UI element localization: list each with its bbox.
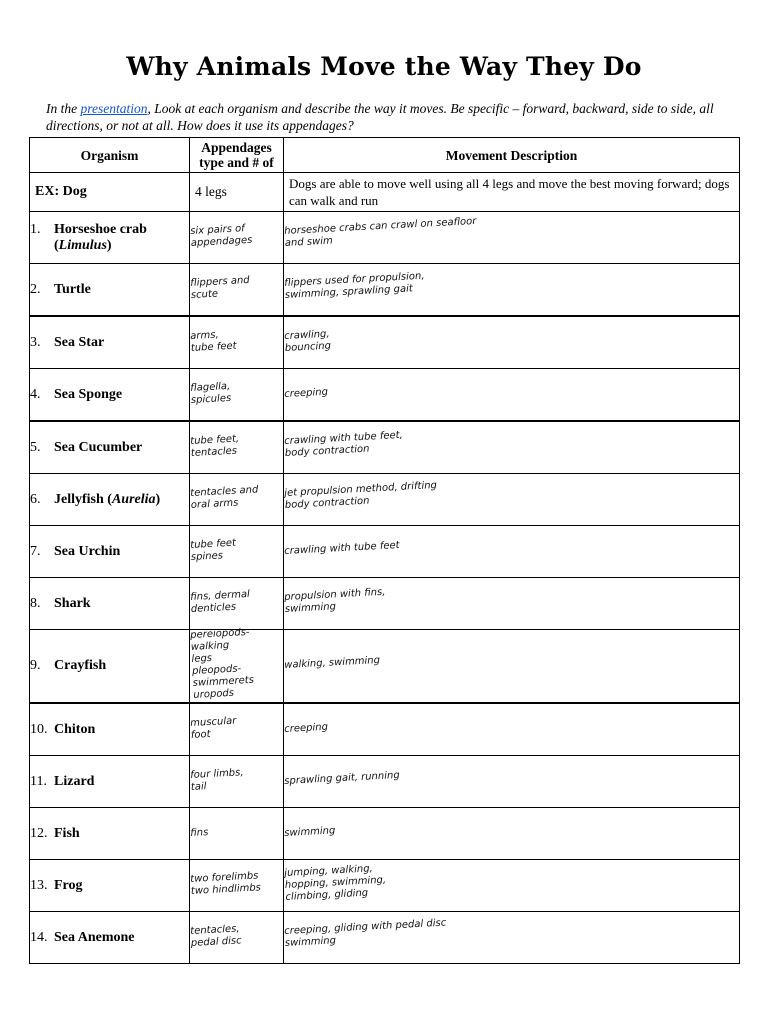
example-appendages: 4 legs	[190, 173, 284, 212]
movement-cell[interactable]	[284, 703, 740, 756]
organism-cell	[30, 630, 190, 704]
appendages-answer: fins, dermal denticles	[190, 588, 251, 615]
page-title: Why Animals Move the Way They Do	[126, 52, 642, 81]
organism-name: Lizard	[54, 773, 95, 789]
organism-name: Frog	[54, 877, 83, 893]
row-number: 5.	[30, 439, 41, 455]
table-row	[30, 860, 740, 912]
organism-cell	[30, 756, 190, 808]
movement-cell[interactable]	[284, 474, 740, 526]
table-row	[30, 912, 740, 964]
movement-table	[29, 137, 740, 964]
organism-name: Turtle	[54, 281, 91, 297]
organism-name: Sea Star	[54, 334, 105, 350]
movement-answer: crawling with tube feet	[284, 539, 400, 557]
movement-answer: walking, swimming	[284, 654, 381, 671]
row-number: 10.	[30, 721, 48, 737]
instructions-before: In the	[46, 101, 81, 116]
movement-cell[interactable]	[284, 912, 740, 964]
header-appendages-line1: Appendages	[201, 140, 272, 155]
organism-cell	[30, 369, 190, 422]
organism-name: Crayfish	[54, 658, 107, 673]
movement-answer: propulsion with fins, swimming	[284, 586, 386, 615]
movement-answer: creeping	[284, 721, 329, 735]
appendages-cell[interactable]	[190, 703, 284, 756]
appendages-cell[interactable]	[190, 626, 284, 704]
organism-name: Sea Urchin	[54, 543, 121, 559]
row-number: 7.	[30, 543, 41, 559]
row-number: 12.	[30, 825, 48, 841]
organism-cell	[30, 703, 190, 756]
row-number: 1.	[30, 221, 41, 237]
appendages-answer: four limbs, tail	[190, 766, 244, 793]
table-row	[30, 316, 740, 369]
table-row	[30, 630, 740, 704]
movement-answer: swimming	[284, 824, 336, 839]
organism-cell	[30, 912, 190, 964]
row-number: 14.	[30, 929, 48, 945]
organism-cell	[30, 474, 190, 526]
movement-cell[interactable]	[284, 421, 740, 474]
appendages-cell[interactable]	[190, 860, 284, 912]
movement-answer: crawling, bouncing	[284, 328, 332, 354]
appendages-answer: two forelimbs two hindlimbs	[190, 869, 262, 897]
appendages-answer: tentacles and oral arms	[190, 483, 259, 511]
table-row	[30, 212, 740, 264]
appendages-cell[interactable]	[190, 316, 284, 369]
movement-answer: jet propulsion method, drifting body contraction	[284, 479, 438, 511]
table-row	[30, 703, 740, 756]
row-number: 9.	[30, 658, 41, 673]
appendages-answer: tube feet, tentacles	[190, 432, 240, 459]
appendages-cell[interactable]	[190, 369, 284, 422]
organism-cell	[30, 212, 190, 264]
movement-answer: creeping, gliding with pedal disc swimming	[284, 917, 447, 949]
appendages-answer: tube feet spines	[190, 537, 237, 563]
row-number: 6.	[30, 491, 41, 507]
table-row	[30, 474, 740, 526]
appendages-cell[interactable]	[190, 474, 284, 526]
appendages-answer: tentacles, pedal disc	[190, 922, 242, 949]
appendages-answer: pereiopods-walking legs pleopods-swimmerets uropods	[190, 626, 255, 701]
row-number: 2.	[30, 281, 41, 297]
organism-name: Sea Sponge	[54, 386, 123, 402]
row-number: 13.	[30, 877, 48, 893]
presentation-link[interactable]: presentation	[80, 101, 148, 116]
organism-name: Chiton	[54, 721, 96, 737]
appendages-answer: fins	[190, 826, 209, 839]
movement-answer: flippers used for propulsion, swimming, sprawling gait	[284, 270, 425, 301]
instructions	[46, 100, 746, 134]
movement-cell[interactable]	[284, 212, 740, 264]
table-row	[30, 369, 740, 422]
appendages-cell[interactable]	[190, 808, 284, 860]
appendages-cell[interactable]	[190, 912, 284, 964]
movement-answer: creeping	[284, 386, 329, 400]
organism-cell	[30, 264, 190, 317]
appendages-answer: flagella, spicules	[190, 380, 232, 406]
header-appendages-line2: type and # of	[199, 155, 274, 170]
table-row	[30, 756, 740, 808]
movement-cell[interactable]	[284, 630, 740, 704]
appendages-cell[interactable]	[190, 264, 284, 317]
header-movement: Movement Description	[284, 138, 740, 173]
organism-cell	[30, 860, 190, 912]
movement-answer: sprawling gait, running	[284, 769, 400, 787]
movement-answer: jumping, walking, hopping, swimming, climbing, gliding	[284, 862, 387, 903]
row-number: 8.	[30, 595, 41, 611]
row-number: 11.	[30, 773, 47, 789]
organism-name: Fish	[54, 825, 80, 841]
example-row	[30, 173, 740, 212]
table-row	[30, 578, 740, 630]
organism-name: Sea Anemone	[54, 929, 135, 945]
appendages-answer: six pairs of appendages	[190, 222, 253, 249]
organism-cell	[30, 421, 190, 474]
row-number: 4.	[30, 386, 41, 402]
organism-name: Jellyfish (	[54, 491, 112, 507]
appendages-cell[interactable]	[190, 526, 284, 578]
movement-cell[interactable]	[284, 756, 740, 808]
organism-name-end: )	[155, 491, 161, 507]
organism-cell	[30, 808, 190, 860]
header-organism: Organism	[30, 138, 190, 173]
appendages-cell[interactable]	[190, 421, 284, 474]
organism-scientific-name: Aurelia	[111, 491, 156, 507]
appendages-cell[interactable]	[190, 756, 284, 808]
organism-scientific-line: (Limulus)	[54, 237, 112, 253]
movement-cell[interactable]	[284, 526, 740, 578]
organism-name: Horseshoe crab	[54, 221, 147, 237]
header-appendages	[190, 138, 284, 173]
movement-cell[interactable]	[284, 369, 740, 422]
example-organism: EX: Dog	[30, 173, 190, 212]
table-row	[30, 421, 740, 474]
appendages-answer: arms, tube feet	[190, 329, 237, 354]
table-row	[30, 526, 740, 578]
appendages-answer: muscular foot	[190, 715, 237, 741]
row-number: 3.	[30, 334, 41, 350]
organism-cell	[30, 526, 190, 578]
instructions-after: , Look at each organism and describe the way it moves. Be specific – forward, backward, side to side, all directions, or not at all. How does it use its appendages?	[46, 101, 714, 133]
movement-cell[interactable]	[284, 860, 740, 912]
organism-name: Shark	[54, 595, 91, 611]
header-row	[30, 138, 740, 173]
appendages-cell[interactable]	[190, 578, 284, 630]
table-row	[30, 264, 740, 317]
movement-cell[interactable]	[284, 316, 740, 369]
movement-cell[interactable]	[284, 578, 740, 630]
example-movement: Dogs are able to move well using all 4 legs and move the best moving forward; dogs can walk and run	[284, 173, 740, 212]
organism-cell	[30, 316, 190, 369]
appendages-answer: flippers and scute	[190, 274, 250, 301]
movement-answer: crawling with tube feet, body contraction	[284, 429, 404, 459]
appendages-cell[interactable]	[190, 212, 284, 264]
movement-cell[interactable]	[284, 264, 740, 317]
organism-name: Sea Cucumber	[54, 439, 143, 455]
movement-answer: horseshoe crabs can crawl on seafloor and swim	[284, 215, 477, 249]
organism-cell	[30, 578, 190, 630]
